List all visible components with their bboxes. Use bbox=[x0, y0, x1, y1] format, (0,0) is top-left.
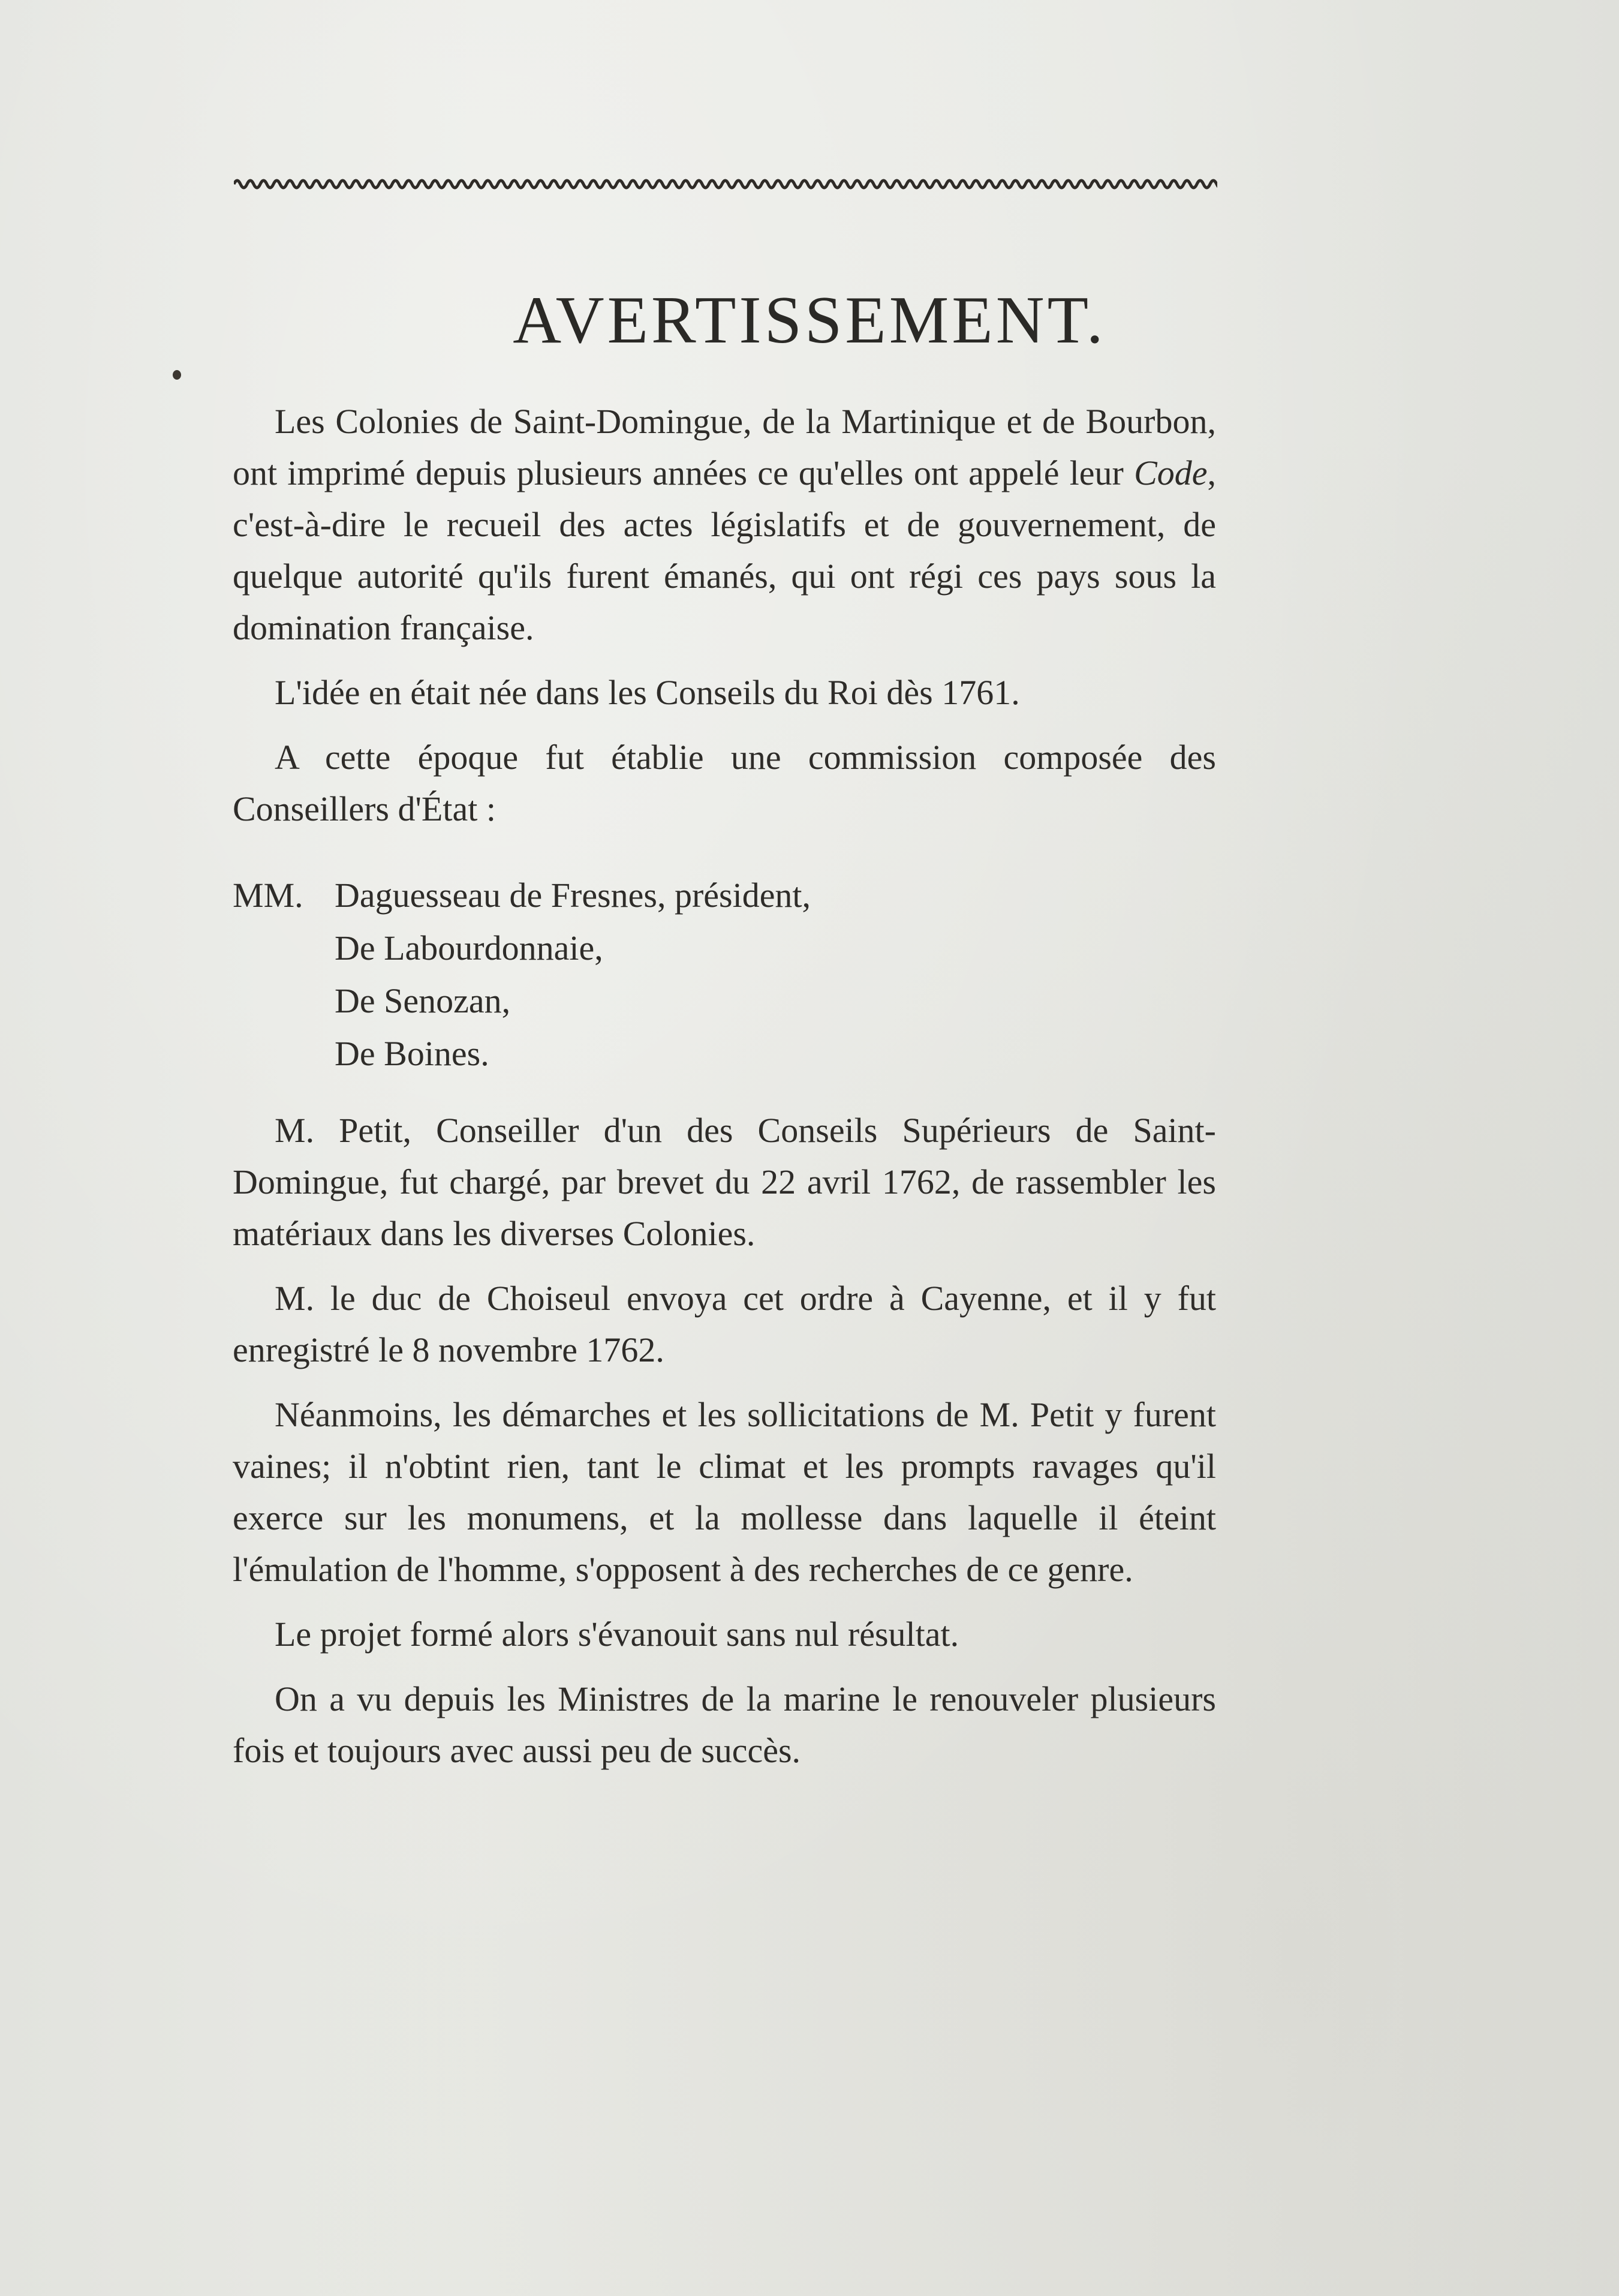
paragraph-intro bbox=[233, 396, 1216, 654]
paragraph-neanmoins: Néanmoins, les démarches et les sollicitations de M. Petit y furent vaines; il n'obtint rien, tant le climat et les prompts ravages qu'il exerce sur les monumens, et la mollesse dans laquelle il éteint l'émulation de l'homme, s'opposent à des recherches de ce genre. bbox=[233, 1395, 1216, 1589]
member-name: De Senozan, bbox=[335, 981, 511, 1020]
paragraph-petit: M. Petit, Conseiller d'un des Conseils Supérieurs de Saint-Domingue, fut chargé, par brevet du 22 avril 1762, de rassembler les matériaux dans les diverses Colonies. bbox=[233, 1111, 1216, 1253]
page-title: AVERTISSEMENT. bbox=[513, 283, 1106, 357]
ink-spot bbox=[173, 370, 181, 380]
paragraph-origin: L'idée en était née dans les Conseils du Roi dès 1761. bbox=[275, 673, 1020, 712]
paragraph-ministres: On a vu depuis les Ministres de la marine le renouveler plusieurs fois et toujours avec aussi peu de succès. bbox=[233, 1679, 1216, 1770]
members-list-block bbox=[233, 870, 1216, 1081]
member-name: Daguesseau de Fresnes, président, bbox=[335, 876, 811, 915]
member-name: De Labourdonnaie, bbox=[335, 928, 603, 967]
ornament-rule bbox=[234, 174, 1217, 194]
paragraph-commission: A cette époque fut établie une commission composée des Conseillers d'État : bbox=[233, 738, 1216, 828]
intro-code-word: Code bbox=[1134, 453, 1208, 492]
paragraph-choiseul: M. le duc de Choiseul envoya cet ordre à Cayenne, et il y fut enregistré le 8 novembre 1762. bbox=[233, 1279, 1216, 1369]
intro-part-3: , c'est-à-dire le recueil des actes législatifs et de gouvernement, de quelque autorité qu'ils furent émanés, qui ont régi ces pays sous la domination française. bbox=[233, 453, 1216, 647]
member-name: De Boines. bbox=[335, 1034, 489, 1073]
members-prefix: MM. bbox=[233, 876, 303, 915]
members-names bbox=[335, 870, 1216, 1081]
body-text bbox=[233, 396, 1216, 1790]
paragraph-projet: Le projet formé alors s'évanouit sans nul résultat. bbox=[275, 1615, 959, 1654]
intro-part-1: Les Colonies de Saint-Domingue, de la Martinique et de Bourbon, ont imprimé depuis plusieurs années ce qu'elles ont appelé leur bbox=[233, 402, 1216, 492]
